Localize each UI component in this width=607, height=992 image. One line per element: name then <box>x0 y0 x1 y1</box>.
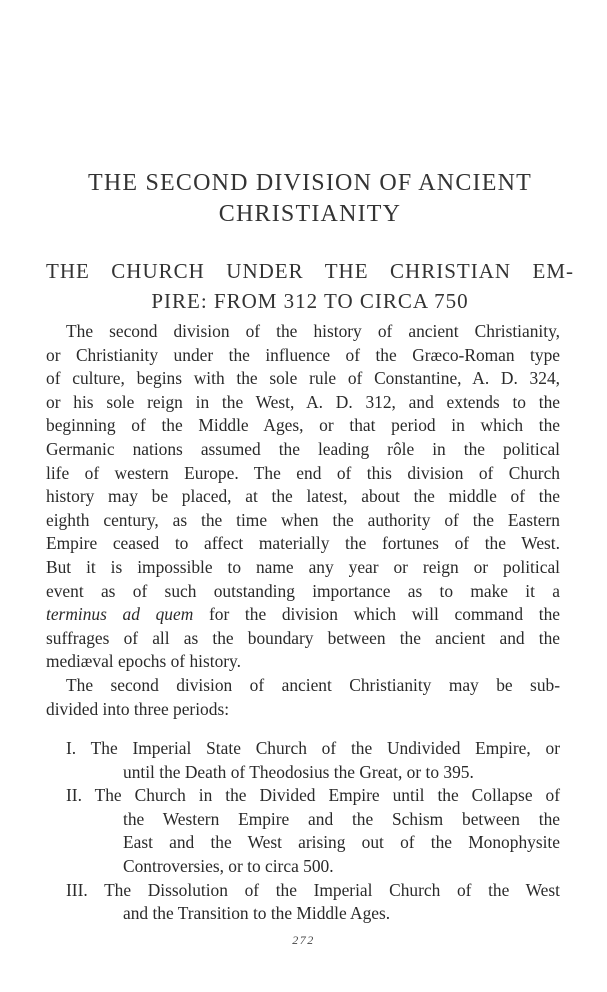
text-line: event as of such outstanding importance as to make it a <box>46 580 560 601</box>
text-line: of culture, begins with the sole rule of Constantine, A. D. 324, <box>46 368 560 389</box>
section-title-line-2: PIRE: FROM 312 TO CIRCA 750 <box>151 289 469 313</box>
periods-list <box>46 737 560 926</box>
period-numeral: III. <box>66 879 88 900</box>
page-number: 272 <box>292 933 315 947</box>
text-line <box>46 784 560 808</box>
period-numeral: I. <box>66 738 77 758</box>
text-line <box>46 737 560 761</box>
text-line <box>46 879 560 903</box>
body-text <box>46 320 560 721</box>
text-fragment: The Church in the Divided Empire until the Collapse of <box>94 785 560 806</box>
text-line: East and the West arising out of the Monophysite <box>123 832 560 853</box>
text-line: the Western Empire and the Schism between the <box>123 808 560 829</box>
section-title-line-1: THE CHURCH UNDER THE CHRISTIAN EM- <box>46 259 574 283</box>
text-line: suffrages of all as the boundary between the ancient and the <box>46 627 560 648</box>
period-numeral: II. <box>66 785 82 806</box>
text-line: or Christianity under the influence of the Græco-Roman type <box>46 344 560 365</box>
text-fragment: for the division which will command the <box>193 604 560 625</box>
text-line: or his sole reign in the West, A. D. 312, and extends to the <box>46 391 560 412</box>
text-line: The second division of ancient Christianity may be sub- <box>66 674 560 695</box>
text-line: history may be placed, at the latest, about the middle of the <box>46 486 560 507</box>
text-line: until the Death of Theodosius the Great, or to 395. <box>123 761 474 782</box>
text-line <box>46 603 560 627</box>
text-fragment: The Imperial State Church of the Undivided Empire, or <box>90 738 560 758</box>
paragraph-2 <box>46 674 560 721</box>
division-title-line-1: THE SECOND DIVISION OF ANCIENT <box>88 170 532 196</box>
text-line: divided into three periods: <box>46 698 230 719</box>
text-line: The second division of the history of ancient Christianity, <box>66 321 560 341</box>
text-line: Empire ceased to affect materially the fortunes of the West. <box>46 533 560 554</box>
period-item <box>46 784 560 878</box>
division-title-line-2: CHRISTIANITY <box>218 201 402 227</box>
text-line: and the Transition to the Middle Ages. <box>123 903 391 924</box>
terminus-ad-quem-italic: terminus ad quem <box>46 604 194 625</box>
text-line: But it is impossible to name any year or reign or political <box>46 556 560 577</box>
text-line: beginning of the Middle Ages, or that period in which the <box>46 415 560 436</box>
period-item <box>46 879 560 926</box>
text-line: eighth century, as the time when the authority of the Eastern <box>46 509 560 530</box>
division-title <box>40 168 580 230</box>
section-title <box>46 256 574 316</box>
text-line: Controversies, or to circa 500. <box>123 855 334 876</box>
period-item <box>46 737 560 784</box>
text-line: mediæval epochs of history. <box>46 651 241 672</box>
paragraph-1 <box>46 320 560 674</box>
text-fragment: The Dissolution of the Imperial Church of the West <box>104 879 560 900</box>
text-line: life of western Europe. The end of this division of Church <box>46 462 560 483</box>
text-line: Germanic nations assumed the leading rôle in the political <box>46 438 560 459</box>
